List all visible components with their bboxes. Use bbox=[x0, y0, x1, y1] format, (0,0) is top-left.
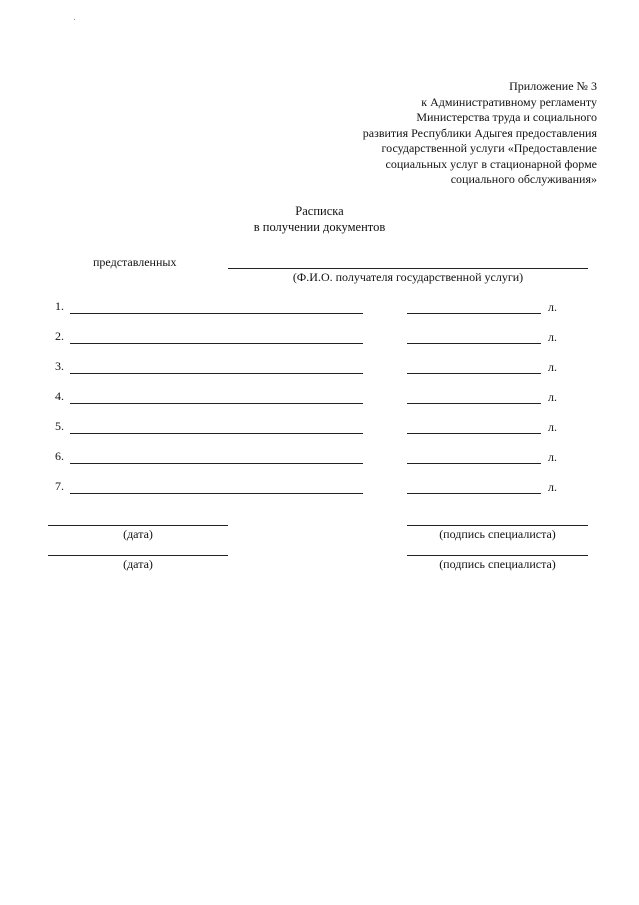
signature-caption: (подпись специалиста) bbox=[439, 527, 556, 541]
page-count-line[interactable] bbox=[407, 463, 541, 464]
row-number: 7. bbox=[55, 479, 64, 493]
appendix-line: социального обслуживания» bbox=[450, 172, 597, 186]
document-name-line[interactable] bbox=[70, 433, 363, 434]
title-line-2: в получении документов bbox=[253, 219, 386, 234]
document-name-line[interactable] bbox=[70, 313, 363, 314]
document-title bbox=[0, 204, 639, 235]
row-number: 4. bbox=[55, 389, 64, 403]
pages-unit-label: л. bbox=[548, 330, 557, 344]
appendix-line: социальных услуг в стационарной форме bbox=[385, 156, 597, 171]
appendix-line: развития Республики Адыгея предоставления bbox=[362, 125, 597, 140]
row-number: 2. bbox=[55, 329, 64, 343]
pages-unit-label: л. bbox=[548, 420, 557, 434]
appendix-header bbox=[363, 79, 597, 188]
appendix-line: Министерства труда и социального bbox=[416, 110, 597, 124]
date-line[interactable] bbox=[48, 555, 228, 556]
scan-speck bbox=[74, 19, 75, 20]
pages-unit-label: л. bbox=[548, 300, 557, 314]
page-count-line[interactable] bbox=[407, 373, 541, 374]
appendix-line: государственной услуги «Предоставление bbox=[381, 141, 597, 155]
recipient-prefix: представленных bbox=[93, 255, 177, 269]
document-name-line[interactable] bbox=[70, 493, 363, 494]
title-line-1: Расписка bbox=[295, 204, 344, 218]
row-number: 1. bbox=[55, 299, 64, 313]
date-caption: (дата) bbox=[123, 527, 153, 541]
pages-unit-label: л. bbox=[548, 360, 557, 374]
signature-line[interactable] bbox=[407, 555, 588, 556]
recipient-caption: (Ф.И.О. получателя государственной услуги) bbox=[292, 270, 524, 284]
document-name-line[interactable] bbox=[70, 373, 363, 374]
pages-unit-label: л. bbox=[548, 480, 557, 494]
page-count-line[interactable] bbox=[407, 433, 541, 434]
row-number: 6. bbox=[55, 449, 64, 463]
pages-unit-label: л. bbox=[548, 390, 557, 404]
row-number: 3. bbox=[55, 359, 64, 373]
page-count-line[interactable] bbox=[407, 493, 541, 494]
appendix-line: к Административному регламенту bbox=[421, 94, 597, 109]
date-caption: (дата) bbox=[123, 557, 153, 571]
recipient-name-line[interactable] bbox=[228, 268, 588, 269]
signature-caption: (подпись специалиста) bbox=[439, 557, 556, 571]
page-count-line[interactable] bbox=[407, 343, 541, 344]
date-line[interactable] bbox=[48, 525, 228, 526]
row-number: 5. bbox=[55, 419, 64, 433]
pages-unit-label: л. bbox=[548, 450, 557, 464]
document-name-line[interactable] bbox=[70, 343, 363, 344]
document-name-line[interactable] bbox=[70, 463, 363, 464]
page-count-line[interactable] bbox=[407, 403, 541, 404]
page-count-line[interactable] bbox=[407, 313, 541, 314]
signature-line[interactable] bbox=[407, 525, 588, 526]
document-name-line[interactable] bbox=[70, 403, 363, 404]
appendix-line: Приложение № 3 bbox=[509, 79, 597, 93]
